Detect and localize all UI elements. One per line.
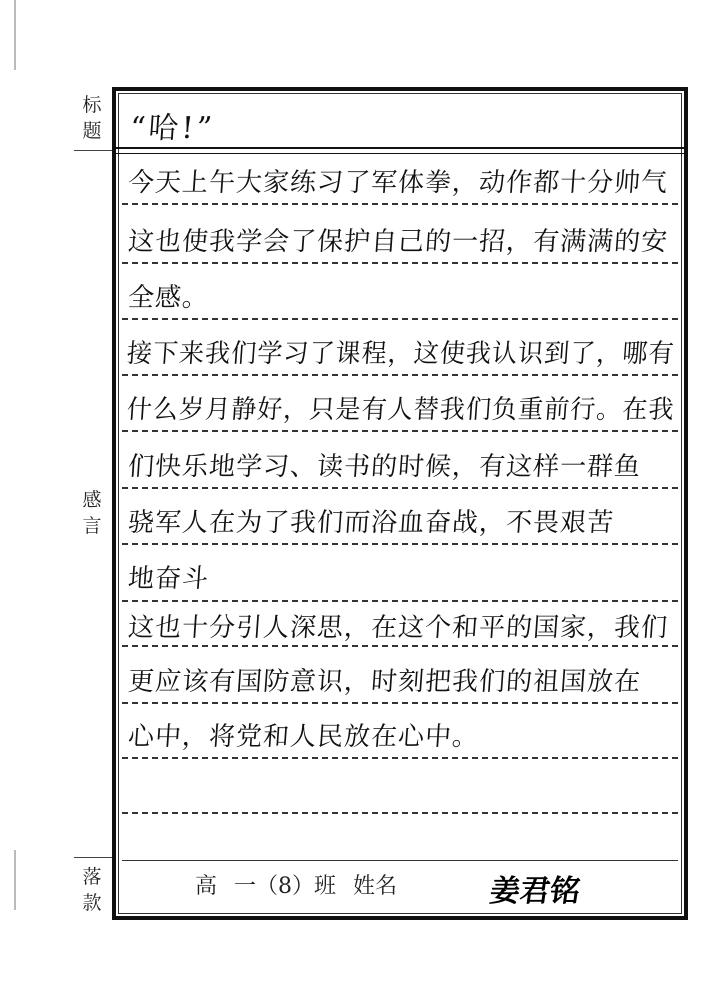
ruled-line xyxy=(122,645,678,647)
label-feel-top: 感 xyxy=(82,489,102,511)
title-handwriting: “哈!” xyxy=(128,111,216,146)
handwriting-line: 全感。 xyxy=(126,283,211,313)
ruled-line xyxy=(122,318,678,320)
ruled-line xyxy=(122,757,678,759)
title-divider xyxy=(116,147,684,154)
ruled-line xyxy=(122,812,678,814)
handwriting-line: 更应该有国防意识，时刻把我们的祖国放在 xyxy=(126,667,643,697)
grade-label: 高 xyxy=(195,874,218,899)
handwriting-line: 们快乐地学习、读书的时候，有这样一群鱼 xyxy=(126,452,643,482)
label-signature xyxy=(74,864,110,916)
ruled-line xyxy=(122,702,678,704)
label-title xyxy=(74,92,110,144)
label-divider xyxy=(74,857,114,858)
handwriting-line: 骁军人在为了我们而浴血奋战，不畏艰苦 xyxy=(126,508,616,538)
ruled-line xyxy=(122,430,678,432)
class-label: 一（8）班 xyxy=(234,874,337,899)
ruled-line xyxy=(122,262,678,264)
label-feel-bottom: 言 xyxy=(82,515,102,537)
class-info xyxy=(195,872,407,902)
page-edge-mark xyxy=(14,0,16,70)
ruled-line xyxy=(122,487,678,489)
student-signature: 姜君铭 xyxy=(487,874,583,909)
handwriting-line: 什么岁月静好，只是有人替我们负重前行。在我 xyxy=(125,395,676,425)
ruled-line xyxy=(122,600,678,602)
handwriting-line: 今天上午大家练习了军体拳，动作都十分帅气 xyxy=(126,168,670,198)
handwriting-line: 这也十分引人深思，在这个和平的国家，我们 xyxy=(126,613,670,643)
inner-frame xyxy=(118,93,682,914)
signature-divider xyxy=(122,860,678,861)
handwriting-line: 接下来我们学习了课程，这使我认识到了，哪有 xyxy=(125,339,676,369)
label-title-bottom: 题 xyxy=(82,120,102,142)
handwriting-line: 这也使我学会了保护自己的一招，有满满的安 xyxy=(126,227,670,257)
name-label: 姓名 xyxy=(353,874,398,899)
label-sign-bottom: 款 xyxy=(82,892,102,914)
handwriting-line: 地奋斗 xyxy=(126,564,211,594)
handwriting-line: 心中，将党和人民放在心中。 xyxy=(126,722,481,752)
label-title-top: 标 xyxy=(82,94,102,116)
ruled-line xyxy=(122,374,678,376)
label-divider xyxy=(74,150,114,151)
ruled-line xyxy=(122,543,678,545)
page-edge-mark xyxy=(14,850,16,910)
label-feel xyxy=(74,487,110,539)
label-sign-top: 落 xyxy=(82,866,102,888)
ruled-line xyxy=(122,203,678,205)
